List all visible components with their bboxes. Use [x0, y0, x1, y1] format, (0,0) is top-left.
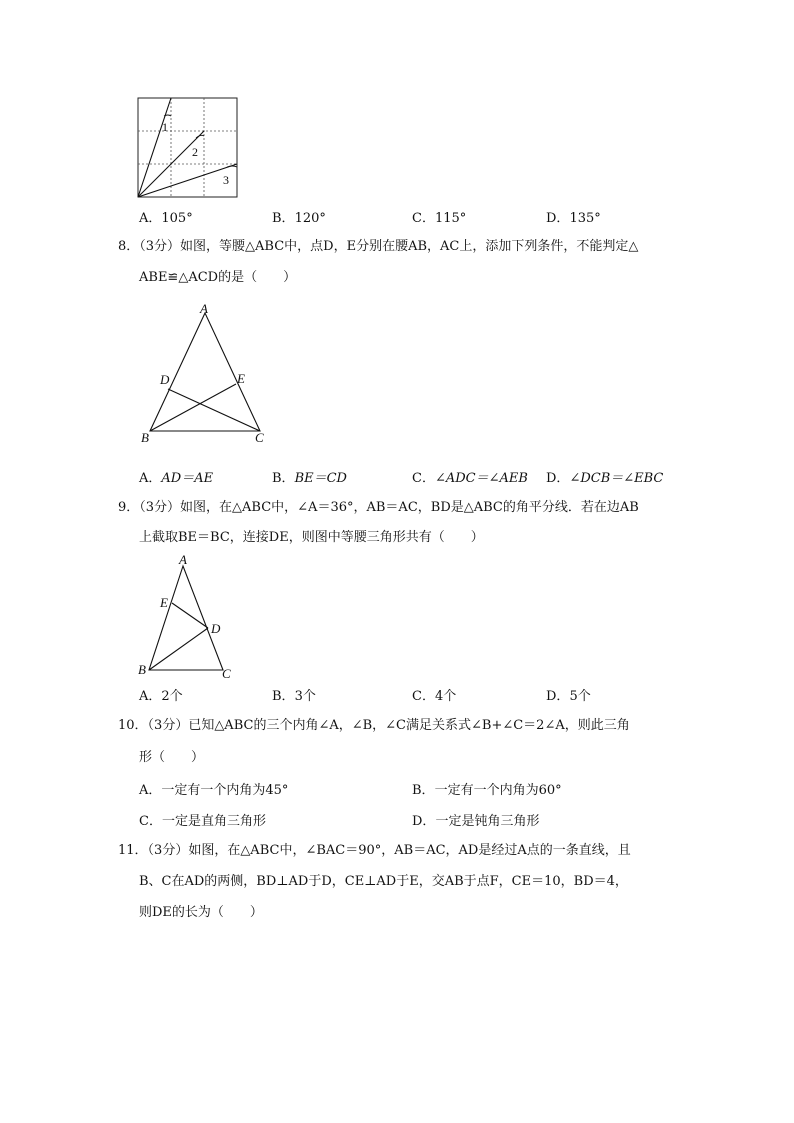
q9-label-c: C — [222, 666, 231, 681]
option-c[interactable]: C．4个 — [412, 689, 457, 704]
option-a[interactable]: A．2个 — [139, 689, 183, 704]
angle-label-1: 1 — [162, 120, 168, 134]
q8-line-2: ABE≌△ACD的是（ ） — [139, 270, 297, 285]
option-d[interactable]: D．∠DCB＝∠EBC — [546, 471, 664, 486]
q8-label-e: E — [237, 371, 245, 386]
q9-label-d: D — [211, 621, 221, 636]
q8-label-c: C — [255, 430, 264, 445]
angle-label-2: 2 — [192, 145, 198, 159]
q9-figure — [134, 552, 244, 682]
q9-line-2: 上截取BE＝BC，连接DE，则图中等腰三角形共有（ ） — [139, 530, 484, 545]
q8-line-1: 8．（3分）如图，等腰△ABC中，点D，E分别在腰AB，AC上，添加下列条件，不能判定△ — [118, 239, 639, 254]
option-a[interactable]: A．105° — [139, 211, 193, 226]
q7-figure — [134, 94, 242, 202]
q8-label-b: B — [141, 430, 149, 445]
q9-label-e: E — [160, 595, 168, 610]
q9-label-b: B — [138, 662, 146, 677]
q8-label-a: A — [200, 301, 208, 316]
option-d[interactable]: D．5个 — [546, 689, 591, 704]
option-c[interactable]: C．115° — [412, 211, 467, 226]
option-d[interactable]: D．一定是钝角三角形 — [412, 814, 540, 829]
q11-line-3: 则DE的长为（ ） — [139, 905, 263, 920]
q10-line-2: 形（ ） — [139, 750, 205, 765]
option-b[interactable]: B．3个 — [272, 689, 316, 704]
option-b[interactable]: B．BE＝CD — [272, 471, 347, 486]
q11-line-2: B、C在AD的两侧，BD⊥AD于D，CE⊥AD于E，交AB于点F，CE＝10，BD＝4， — [139, 874, 628, 889]
option-b[interactable]: B．120° — [272, 211, 326, 226]
angle-label-3: 3 — [223, 173, 229, 187]
q8-figure — [136, 300, 276, 448]
q9-line-1: 9．（3分）如图，在△ABC中，∠A＝36°，AB＝AC，BD是△ABC的角平分线．若在边AB — [118, 500, 639, 515]
option-b[interactable]: B．一定有一个内角为60° — [412, 783, 562, 798]
option-a[interactable]: A．一定有一个内角为45° — [139, 783, 289, 798]
option-c[interactable]: C．∠ADC＝∠AEB — [412, 471, 528, 486]
option-a[interactable]: A．AD＝AE — [139, 471, 214, 486]
q11-line-1: 11．（3分）如图，在△ABC中，∠BAC＝90°，AB＝AC，AD是经过A点的一条直线，且 — [118, 843, 631, 858]
option-c[interactable]: C．一定是直角三角形 — [139, 814, 266, 829]
option-d[interactable]: D．135° — [546, 211, 601, 226]
q8-label-d: D — [160, 372, 170, 387]
q9-label-a: A — [179, 552, 187, 567]
q10-line-1: 10．（3分）已知△ABC的三个内角∠A，∠B，∠C满足关系式∠B+∠C＝2∠A，则此三角 — [118, 718, 630, 733]
